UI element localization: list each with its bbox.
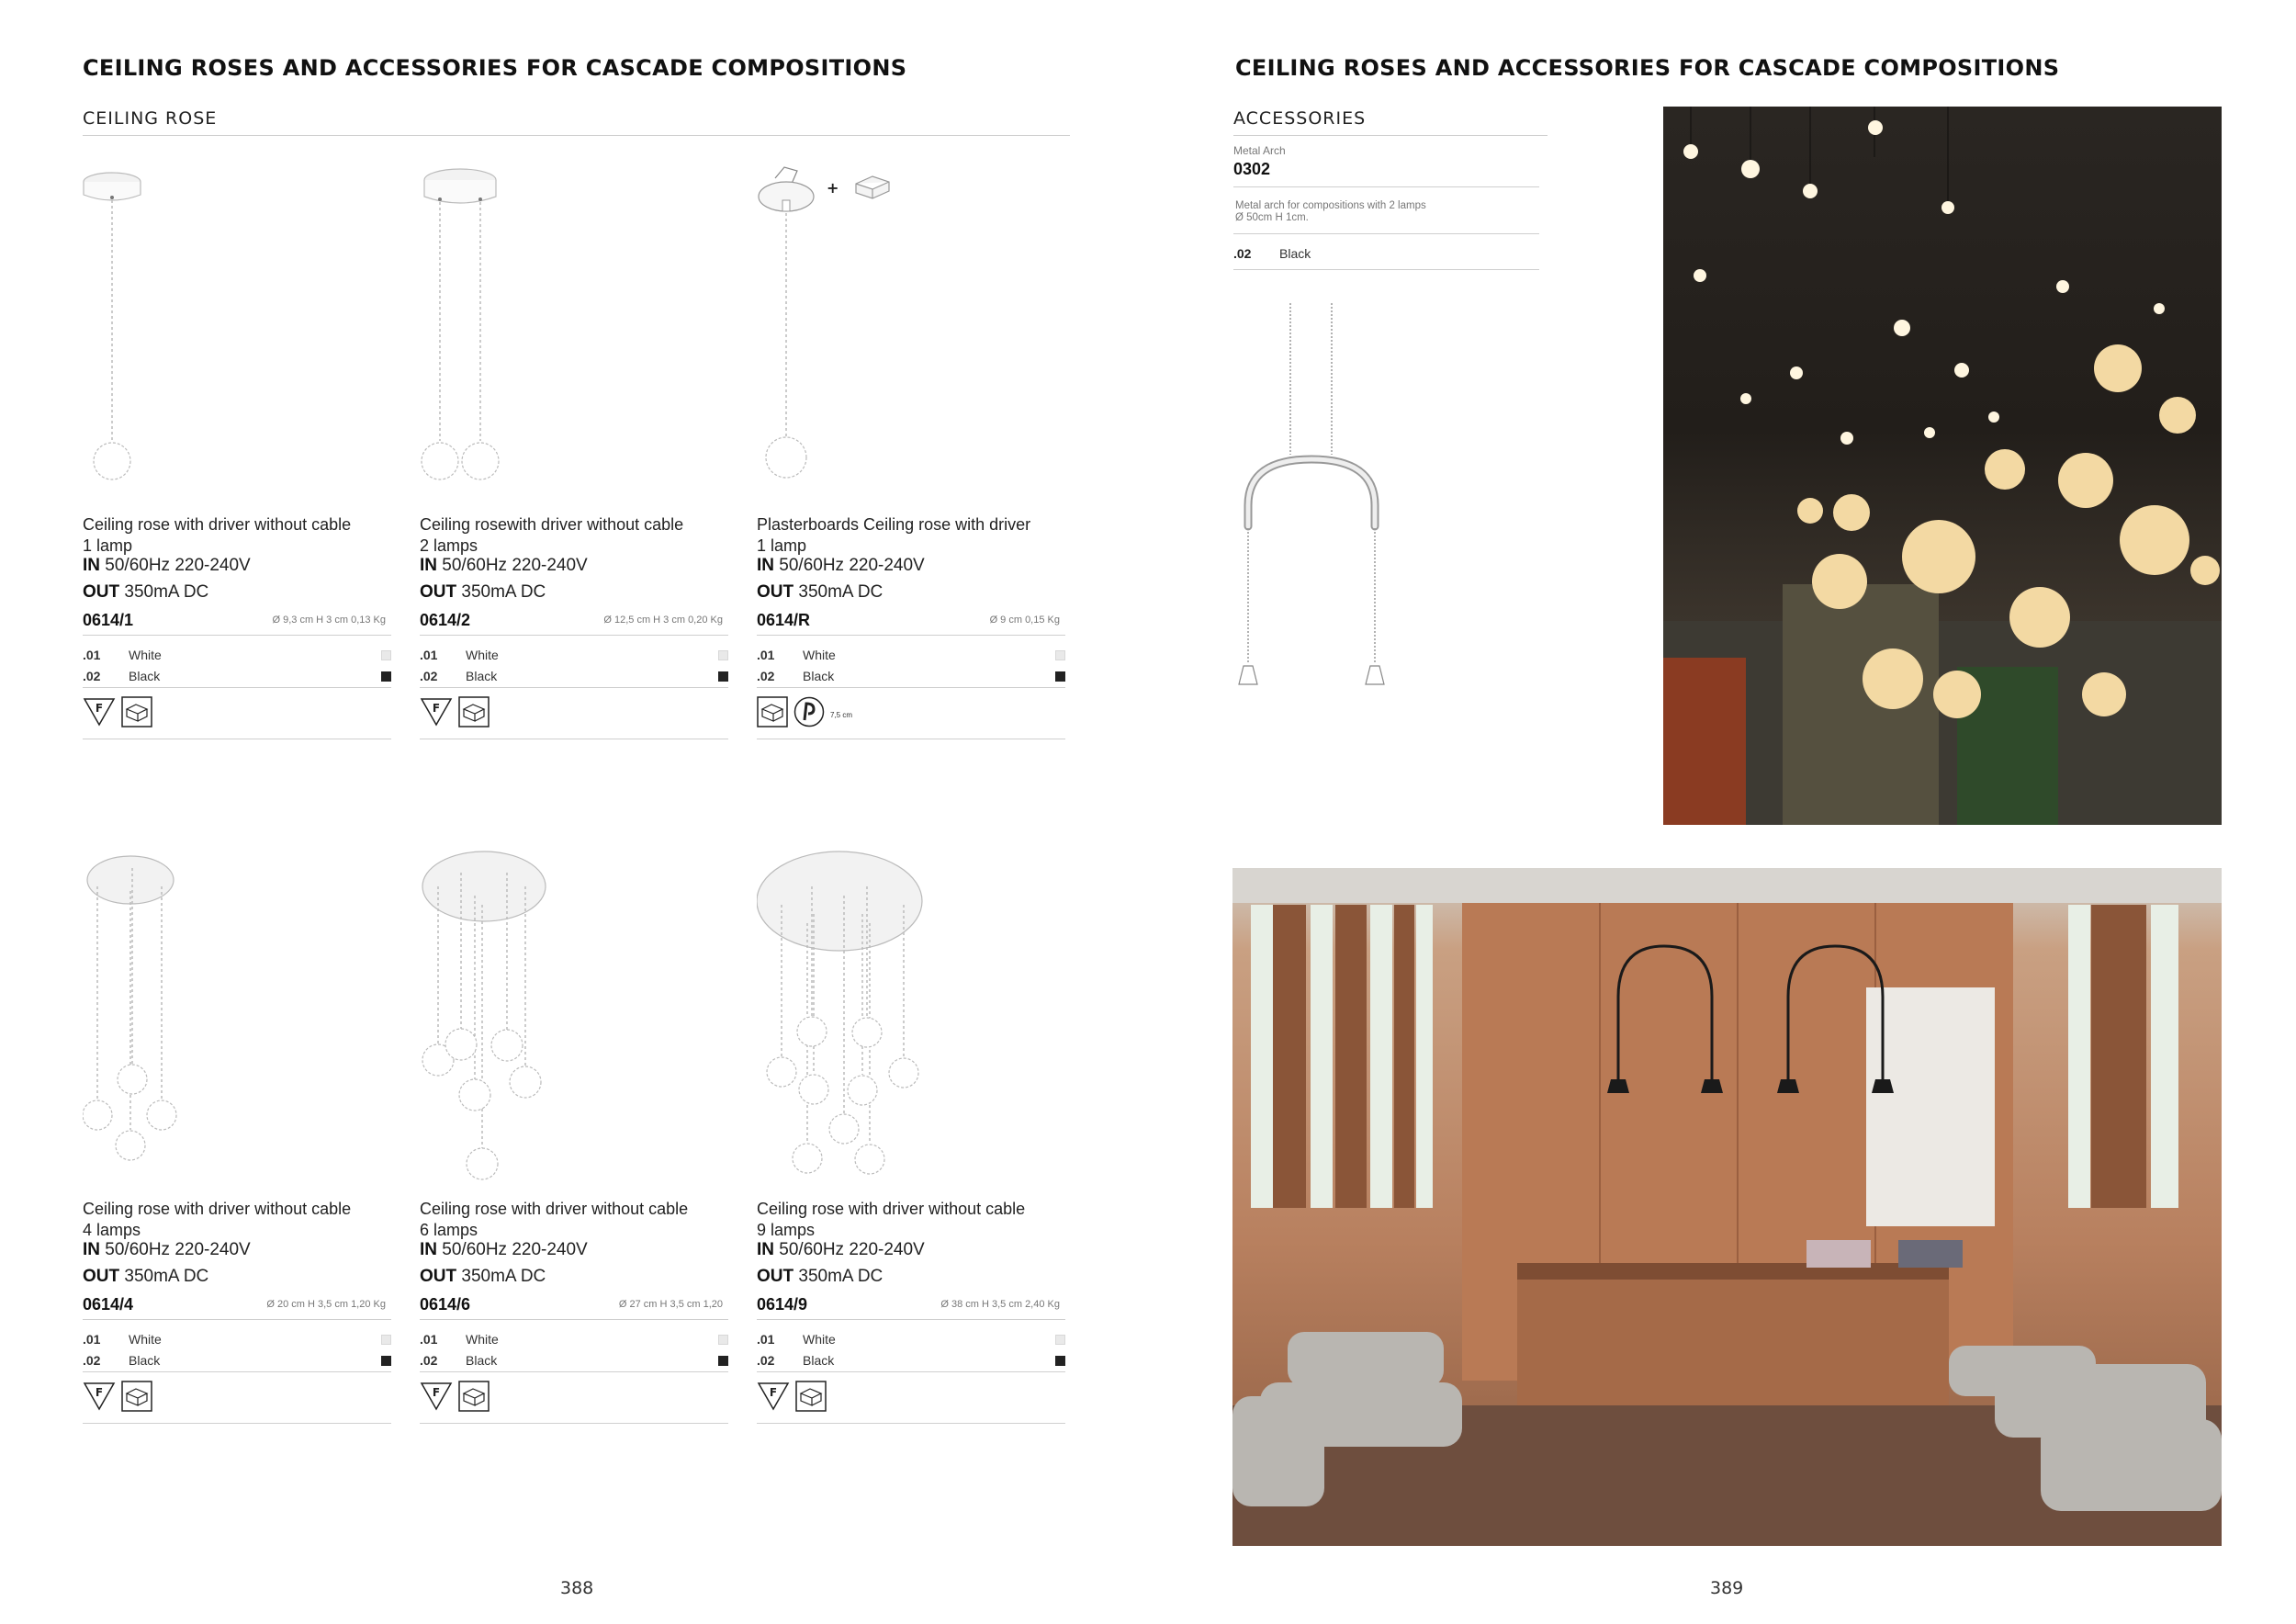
description-line-2: 1 lamp (757, 536, 807, 555)
reception-illustration (1232, 868, 2222, 1546)
in-value: 50/60Hz 220-240V (779, 1240, 925, 1259)
variant-code: .02 (420, 669, 438, 683)
ceiling-rose-9-lamps-drawing (757, 850, 1065, 1180)
in-label: IN (757, 1240, 774, 1259)
white-swatch (718, 650, 728, 660)
output-spec (757, 582, 883, 603)
description-line-2: 6 lamps (420, 1221, 478, 1239)
icon-strip (83, 694, 391, 739)
white-swatch (718, 1335, 728, 1345)
product-card-0614-R (757, 165, 1065, 762)
product-code: 0614/1 (83, 611, 134, 629)
variant-name: White (803, 1332, 836, 1347)
accessory-description-line-1: Metal arch for compositions with 2 lamps (1235, 200, 1426, 211)
output-spec (757, 1267, 883, 1287)
pendant-globes-illustration (1663, 107, 2222, 825)
variant-list (757, 1329, 1065, 1372)
svg-text:F: F (769, 1386, 778, 1399)
product-dimensions: Ø 9 cm 0,15 Kg (989, 615, 1060, 626)
accessory-variant-name: Black (1279, 246, 1311, 261)
product-description (420, 1199, 728, 1241)
product-description (757, 514, 1065, 557)
code-line (757, 611, 1065, 636)
svg-text:+: + (827, 179, 839, 197)
out-label: OUT (420, 1267, 457, 1286)
reception-arch-lamps-photo (1232, 868, 2222, 1546)
variant-name: Black (129, 669, 161, 683)
in-value: 50/60Hz 220-240V (105, 1240, 251, 1259)
svg-text:F: F (95, 1386, 104, 1399)
product-card-0614-9 (757, 850, 1065, 1447)
driver-box-icon (121, 1381, 152, 1412)
variant-name: Black (803, 669, 835, 683)
description-line-2: 4 lamps (83, 1221, 141, 1239)
variant-code: .02 (83, 669, 101, 683)
white-swatch (381, 650, 391, 660)
code-line (420, 1295, 728, 1320)
out-label: OUT (83, 582, 120, 602)
left-page-number: 388 (560, 1578, 594, 1598)
icon-strip (757, 1379, 1065, 1424)
product-card-0614-6 (420, 850, 728, 1447)
right-section-title: ACCESSORIES (1233, 108, 1367, 129)
accessory-rule-1 (1233, 186, 1539, 187)
variant-name: Black (803, 1353, 835, 1368)
input-spec (420, 1240, 588, 1260)
in-label: IN (757, 556, 774, 575)
variant-name: White (129, 1332, 162, 1347)
variant-code: .02 (757, 1353, 775, 1368)
f-mark-icon (83, 1381, 116, 1412)
section-rule (83, 135, 1070, 136)
accessory-rule-2 (1233, 233, 1539, 234)
out-value: 350mA DC (798, 582, 884, 602)
variant-name: Black (129, 1353, 161, 1368)
code-line (83, 1295, 391, 1320)
output-spec (420, 582, 546, 603)
variant-code: .01 (83, 1332, 101, 1347)
variant-row (757, 666, 1065, 687)
plasterboard-ceiling-rose-drawing (757, 165, 1065, 496)
black-swatch (718, 671, 728, 682)
ceiling-rose-6-lamps-drawing (420, 850, 728, 1180)
driver-box-icon (795, 1381, 827, 1412)
variant-code: .01 (83, 648, 101, 662)
black-swatch (381, 671, 391, 682)
product-card-0614-2 (420, 165, 728, 762)
in-label: IN (83, 1240, 100, 1259)
product-dimensions: Ø 12,5 cm H 3 cm 0,20 Kg (603, 615, 723, 626)
out-value: 350mA DC (798, 1267, 884, 1286)
accessory-variant-code: .02 (1233, 246, 1252, 261)
product-description (83, 514, 391, 557)
input-spec (757, 556, 925, 576)
ceiling-rose-2-lamps-drawing (420, 165, 728, 496)
product-code: 0614/R (757, 611, 811, 629)
variant-row (420, 666, 728, 687)
description-line-1: Ceiling rose with driver without cable (420, 1200, 689, 1218)
variant-row (757, 1350, 1065, 1371)
input-spec (420, 556, 588, 576)
f-mark-icon (83, 696, 116, 727)
white-swatch (1055, 1335, 1065, 1345)
in-value: 50/60Hz 220-240V (442, 556, 588, 575)
variant-row (83, 1350, 391, 1371)
variant-row (420, 1350, 728, 1371)
icon-strip (420, 1379, 728, 1424)
ceiling-rose-1-lamp-drawing (83, 165, 391, 496)
left-page-title: CEILING ROSES AND ACCESSORIES FOR CASCADE COMPOSITIONS (83, 55, 907, 81)
driver-box-icon (121, 696, 152, 727)
variant-name: White (803, 648, 836, 662)
description-line-2: 2 lamps (420, 536, 478, 555)
accessories-rule (1233, 135, 1548, 136)
variant-code: .02 (420, 1353, 438, 1368)
pendant-globes-photo (1663, 107, 2222, 825)
variant-name: Black (466, 669, 498, 683)
description-line-1: Ceiling rosewith driver without cable (420, 515, 684, 534)
output-spec (83, 582, 208, 603)
description-line-1: Ceiling rose with driver without cable (83, 1200, 352, 1218)
code-line (83, 611, 391, 636)
variant-name: White (466, 648, 499, 662)
input-spec (83, 556, 251, 576)
description-line-1: Ceiling rose with driver without cable (83, 515, 352, 534)
in-value: 50/60Hz 220-240V (442, 1240, 588, 1259)
out-value: 350mA DC (461, 1267, 546, 1286)
out-label: OUT (420, 582, 457, 602)
left-section-title: CEILING ROSE (83, 108, 218, 129)
variant-list (420, 1329, 728, 1372)
in-label: IN (83, 556, 100, 575)
cut-hole-size: 7,5 cm (830, 711, 853, 719)
input-spec (757, 1240, 925, 1260)
variant-row (420, 1329, 728, 1350)
accessory-label: Metal Arch (1233, 144, 1286, 157)
accessory-description-line-2: Ø 50cm H 1cm. (1235, 212, 1309, 223)
white-swatch (1055, 650, 1065, 660)
ceiling-rose-4-lamps-drawing (83, 850, 391, 1180)
output-spec (420, 1267, 546, 1287)
variant-list (757, 645, 1065, 688)
out-value: 350mA DC (124, 582, 209, 602)
variant-row (83, 666, 391, 687)
recessed-hole-icon (793, 696, 825, 727)
product-code: 0614/2 (420, 611, 471, 629)
accessory-code: 0302 (1233, 160, 1271, 178)
out-label: OUT (757, 1267, 794, 1286)
variant-row (420, 645, 728, 666)
variant-code: .01 (757, 648, 775, 662)
in-label: IN (420, 556, 437, 575)
f-mark-icon (420, 696, 453, 727)
product-description (83, 1199, 391, 1241)
product-dimensions: Ø 38 cm H 3,5 cm 2,40 Kg (940, 1299, 1060, 1310)
f-mark-icon (757, 1381, 790, 1412)
black-swatch (1055, 1356, 1065, 1366)
product-dimensions: Ø 20 cm H 3,5 cm 1,20 Kg (266, 1299, 386, 1310)
driver-box-icon (458, 1381, 490, 1412)
product-description (420, 514, 728, 557)
in-value: 50/60Hz 220-240V (105, 556, 251, 575)
product-card-0614-1 (83, 165, 391, 762)
driver-box-icon (458, 696, 490, 727)
variant-code: .02 (83, 1353, 101, 1368)
driver-box-icon (757, 696, 788, 727)
product-code: 0614/6 (420, 1295, 471, 1314)
product-card-0614-4 (83, 850, 391, 1447)
variant-name: White (129, 648, 162, 662)
out-value: 350mA DC (461, 582, 546, 602)
product-code: 0614/4 (83, 1295, 134, 1314)
variant-name: Black (466, 1353, 498, 1368)
icon-strip (83, 1379, 391, 1424)
black-swatch (718, 1356, 728, 1366)
input-spec (83, 1240, 251, 1260)
description-line-1: Plasterboards Ceiling rose with driver (757, 515, 1031, 534)
out-label: OUT (83, 1267, 120, 1286)
right-page-number: 389 (1710, 1578, 1744, 1598)
in-value: 50/60Hz 220-240V (779, 556, 925, 575)
variant-code: .01 (757, 1332, 775, 1347)
description-line-1: Ceiling rose with driver without cable (757, 1200, 1026, 1218)
variant-list (420, 645, 728, 688)
product-code: 0614/9 (757, 1295, 808, 1314)
svg-text:F: F (432, 1386, 441, 1399)
white-swatch (381, 1335, 391, 1345)
variant-list (83, 1329, 391, 1372)
description-line-2: 9 lamps (757, 1221, 816, 1239)
variant-row (757, 1329, 1065, 1350)
right-page-title: CEILING ROSES AND ACCESSORIES FOR CASCADE COMPOSITIONS (1235, 55, 2060, 81)
product-dimensions: Ø 9,3 cm H 3 cm 0,13 Kg (272, 615, 386, 626)
in-label: IN (420, 1240, 437, 1259)
variant-row (83, 1329, 391, 1350)
code-line (420, 611, 728, 636)
black-swatch (381, 1356, 391, 1366)
svg-text:F: F (432, 702, 441, 715)
code-line (757, 1295, 1065, 1320)
out-value: 350mA DC (124, 1267, 209, 1286)
black-swatch (1055, 671, 1065, 682)
out-label: OUT (757, 582, 794, 602)
product-dimensions: Ø 27 cm H 3,5 cm 1,20 (618, 1299, 723, 1310)
variant-name: White (466, 1332, 499, 1347)
accessory-description (1235, 200, 1538, 224)
svg-text:F: F (95, 702, 104, 715)
variant-row (83, 645, 391, 666)
variant-code: .01 (420, 1332, 438, 1347)
icon-strip (420, 694, 728, 739)
output-spec (83, 1267, 208, 1287)
variant-row (757, 645, 1065, 666)
icon-strip (757, 694, 1065, 739)
description-line-2: 1 lamp (83, 536, 133, 555)
f-mark-icon (420, 1381, 453, 1412)
metal-arch-drawing (1231, 299, 1396, 703)
product-description (757, 1199, 1065, 1241)
variant-code: .02 (757, 669, 775, 683)
variant-list (83, 645, 391, 688)
variant-code: .01 (420, 648, 438, 662)
accessory-rule-3 (1233, 269, 1539, 270)
